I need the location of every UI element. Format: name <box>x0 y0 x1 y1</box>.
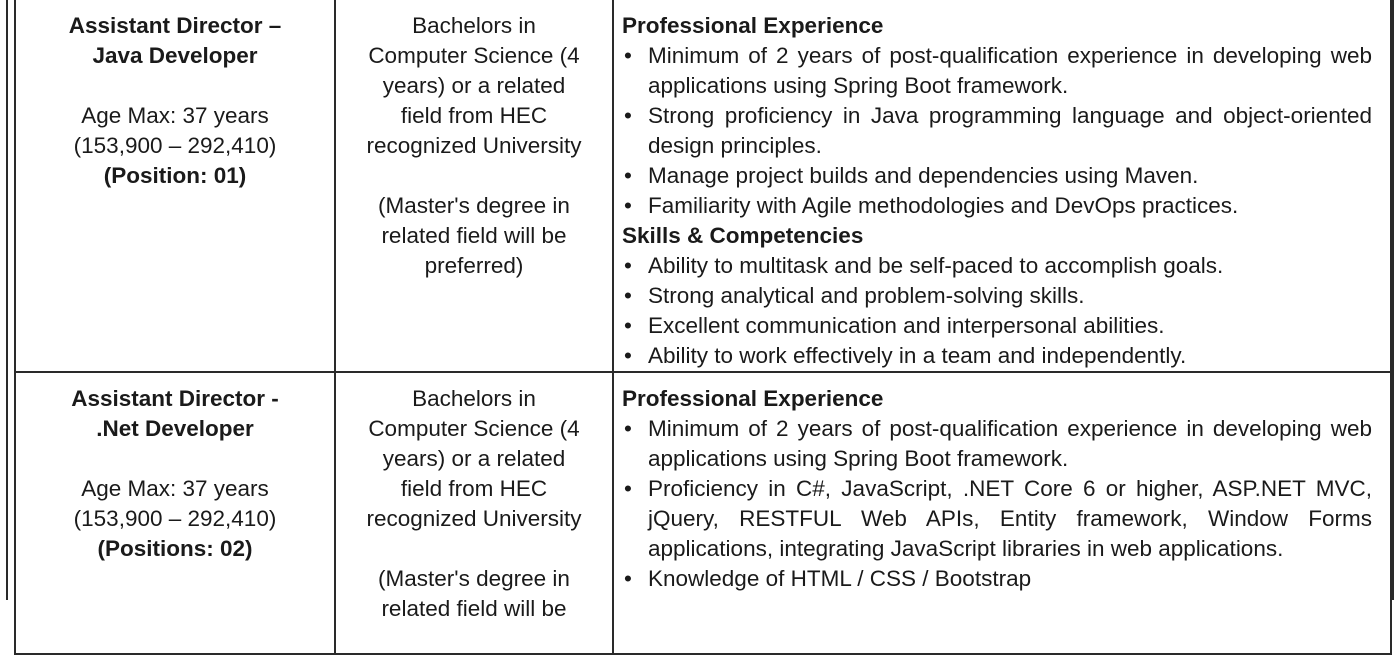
position-title-line2: Java Developer <box>92 43 258 68</box>
position-title-line1: Assistant Director - <box>71 386 279 411</box>
list-item: • Excellent communication and interpersonal abilities. <box>622 311 1372 341</box>
requirements-cell <box>613 0 1391 372</box>
qualification-line: Bachelors in <box>412 13 536 38</box>
position-cell <box>15 0 335 372</box>
qualification-line: Computer Science (4 <box>368 416 580 441</box>
list-item: • Ability to work effectively in a team and independently. <box>622 341 1372 371</box>
list-item: • Knowledge of HTML / CSS / Bootstrap <box>622 564 1372 594</box>
list-item: • Familiarity with Agile methodologies and DevOps practices. <box>622 191 1372 221</box>
list-item: • Proficiency in C#, JavaScript, .NET Core 6 or higher, ASP.NET MVC, jQuery, RESTFUL Web APIs, Entity framework, Window Forms applications, integrating JavaScript libraries in web applications. <box>622 474 1372 564</box>
preferred-line: related field will be <box>381 596 567 621</box>
preferred-line: (Master's degree in <box>378 566 570 591</box>
list-item: • Strong analytical and problem-solving skills. <box>622 281 1372 311</box>
preferred-line: related field will be <box>381 223 567 248</box>
skills-heading: Skills & Competencies <box>622 223 864 248</box>
position-count: (Positions: 02) <box>97 536 253 561</box>
position-title-line2: .Net Developer <box>96 416 254 441</box>
list-item: • Strong proficiency in Java programming language and object-oriented design principles. <box>622 101 1372 161</box>
qualification-line: Computer Science (4 <box>368 43 580 68</box>
pay-range: (153,900 – 292,410) <box>73 506 277 531</box>
qualification-cell <box>335 0 613 372</box>
position-cell <box>15 372 335 654</box>
list-item: • Manage project builds and dependencies using Maven. <box>622 161 1372 191</box>
qualification-line: years) or a related <box>382 446 566 471</box>
qualification-cell <box>335 372 613 654</box>
list-item: • Minimum of 2 years of post-qualification experience in developing web applications using Spring Boot framework. <box>622 41 1372 101</box>
page-border-right <box>1392 0 1394 600</box>
job-row-dotnet-developer <box>15 372 1391 654</box>
list-item: • Ability to multitask and be self-paced to accomplish goals. <box>622 251 1372 281</box>
qualification-line: recognized University <box>366 133 582 158</box>
position-title-line1: Assistant Director – <box>68 13 282 38</box>
position-count: (Position: 01) <box>103 163 247 188</box>
preferred-line: preferred) <box>424 253 524 278</box>
preferred-line: (Master's degree in <box>378 193 570 218</box>
experience-heading: Professional Experience <box>622 13 884 38</box>
experience-list <box>622 414 1372 594</box>
age-limit: Age Max: 37 years <box>81 103 269 128</box>
job-row-java-developer <box>15 0 1391 372</box>
experience-heading: Professional Experience <box>622 386 884 411</box>
skills-list <box>622 251 1372 371</box>
qualification-line: years) or a related <box>382 73 566 98</box>
experience-list <box>622 41 1372 221</box>
qualification-line: Bachelors in <box>412 386 536 411</box>
qualification-line: recognized University <box>366 506 582 531</box>
qualification-line: field from HEC <box>400 476 548 501</box>
age-limit: Age Max: 37 years <box>81 476 269 501</box>
list-item: • Minimum of 2 years of post-qualification experience in developing web applications using Spring Boot framework. <box>622 414 1372 474</box>
page-border-left <box>6 0 8 600</box>
pay-range: (153,900 – 292,410) <box>73 133 277 158</box>
requirements-cell <box>613 372 1391 654</box>
job-positions-table <box>14 0 1392 655</box>
qualification-line: field from HEC <box>400 103 548 128</box>
